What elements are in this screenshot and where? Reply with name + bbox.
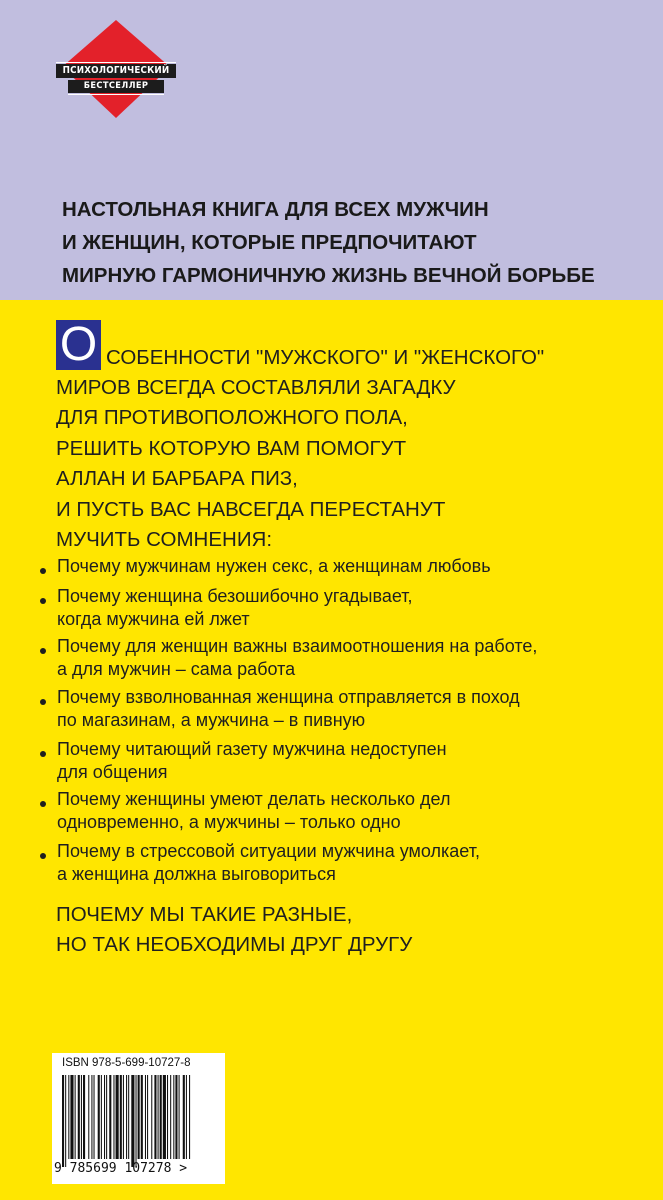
bullet-dot-icon bbox=[40, 751, 46, 757]
list-item-text: Почему женщина безошибочно угадывает, bbox=[57, 586, 413, 606]
barcode-bar bbox=[163, 1075, 166, 1159]
list-item-text: Почему читающий газету мужчина недоступен bbox=[57, 739, 447, 759]
barcode-bar bbox=[170, 1075, 171, 1159]
logo-line2: БЕСТСЕЛЛЕР bbox=[83, 81, 149, 91]
list-item-text: Почему в стрессовой ситуации мужчина умолкает, bbox=[57, 841, 480, 861]
intro-line: МИРОВ ВСЕГДА СОСТАВЛЯЛИ ЗАГАДКУ bbox=[56, 376, 456, 399]
barcode-bar bbox=[145, 1075, 146, 1159]
barcode-bar bbox=[173, 1075, 174, 1159]
list-item-text: одновременно, а мужчины – только одно bbox=[57, 812, 401, 832]
barcode-bar bbox=[106, 1075, 107, 1159]
barcode-bar bbox=[186, 1075, 187, 1159]
list-item-text: а женщина должна выговориться bbox=[57, 864, 336, 884]
bullet-dot-icon bbox=[40, 801, 46, 807]
barcode-bar bbox=[91, 1075, 92, 1159]
bullet-dot-icon bbox=[40, 853, 46, 859]
closing-statement bbox=[56, 900, 636, 960]
bullet-dot-icon bbox=[40, 699, 46, 705]
bullet-dot-icon bbox=[40, 568, 46, 574]
intro-line: СОБЕННОСТИ "МУЖСКОГО" И "ЖЕНСКОГО" bbox=[106, 346, 545, 369]
barcode-bar bbox=[131, 1075, 134, 1167]
barcode-bar bbox=[101, 1075, 102, 1159]
bullet-dot-icon bbox=[40, 598, 46, 604]
closing-line: ПОЧЕМУ МЫ ТАКИЕ РАЗНЫЕ, bbox=[56, 903, 353, 926]
tagline-line: МИРНУЮ ГАРМОНИЧНУЮ ЖИЗНЬ ВЕЧНОЙ БОРЬБЕ bbox=[62, 264, 595, 287]
barcode-bar bbox=[179, 1075, 180, 1159]
barcode-bar bbox=[83, 1075, 85, 1159]
barcode-bar bbox=[65, 1075, 66, 1167]
barcode-bar bbox=[109, 1075, 111, 1159]
list-item-text: по магазинам, а мужчина – в пивную bbox=[57, 710, 366, 730]
barcode-bar bbox=[98, 1075, 100, 1159]
intro-line: РЕШИТЬ КОТОРУЮ ВАМ ПОМОГУТ bbox=[56, 437, 407, 460]
intro-line: И ПУСТЬ ВАС НАВСЕГДА ПЕРЕСТАНУТ bbox=[56, 498, 446, 521]
barcode-bar bbox=[68, 1075, 69, 1159]
drop-cap: О bbox=[56, 320, 101, 370]
tagline-line: И ЖЕНЩИН, КОТОРЫЕ ПРЕДПОЧИТАЮТ bbox=[62, 231, 477, 254]
closing-line: НО ТАК НЕОБХОДИМЫ ДРУГ ДРУГУ bbox=[56, 933, 413, 956]
barcode-bar bbox=[138, 1075, 140, 1159]
barcode-bar bbox=[183, 1075, 185, 1159]
logo-line1: ПСИХОЛОГИЧЕСКИЙ bbox=[62, 65, 170, 76]
list-item-text: Почему для женщин важны взаимоотношения на работе, bbox=[57, 636, 538, 656]
barcode-digits: 9 785699 107278 > bbox=[54, 1161, 188, 1176]
barcode-bar bbox=[78, 1075, 80, 1159]
barcode-bar bbox=[123, 1075, 124, 1159]
barcode-bar bbox=[136, 1075, 137, 1167]
bullet-dot-icon bbox=[40, 648, 46, 654]
barcode-bar bbox=[116, 1075, 119, 1159]
barcode-bar bbox=[120, 1075, 122, 1159]
barcode-bar bbox=[113, 1075, 114, 1159]
list-item-text: Почему мужчинам нужен секс, а женщинам любовь bbox=[57, 556, 491, 576]
barcode-bar bbox=[175, 1075, 177, 1159]
barcode-bar bbox=[126, 1075, 127, 1159]
barcode-bar bbox=[81, 1075, 82, 1159]
list-item-text: когда мужчина ей лжет bbox=[57, 609, 250, 629]
bestseller-logo bbox=[52, 20, 180, 120]
isbn-number: ISBN 978-5-699-10727-8 bbox=[62, 1057, 191, 1069]
barcode-bar bbox=[154, 1075, 156, 1159]
barcode-bar bbox=[160, 1075, 162, 1159]
barcode-bars bbox=[62, 1075, 215, 1167]
list-item-text: Почему взволнованная женщина отправляется в поход bbox=[57, 687, 520, 707]
tagline bbox=[62, 193, 652, 292]
list-item-text: Почему женщины умеют делать несколько дел bbox=[57, 789, 451, 809]
barcode-bar bbox=[62, 1075, 64, 1167]
barcode-bar bbox=[167, 1075, 168, 1159]
tagline-line: НАСТОЛЬНАЯ КНИГА ДЛЯ ВСЕХ МУЖЧИН bbox=[62, 198, 489, 221]
list-item-text: а для мужчин – сама работа bbox=[57, 659, 296, 679]
intro-line: ДЛЯ ПРОТИВОПОЛОЖНОГО ПОЛА, bbox=[56, 406, 408, 429]
barcode-bar bbox=[70, 1075, 73, 1159]
barcode-bar bbox=[147, 1075, 148, 1159]
barcode-bar bbox=[158, 1075, 159, 1159]
barcode-bar bbox=[75, 1075, 76, 1159]
barcode-bar bbox=[88, 1075, 89, 1159]
list-item-text: для общения bbox=[57, 762, 168, 782]
intro-line: АЛЛАН И БАРБАРА ПИЗ, bbox=[56, 467, 298, 490]
barcode bbox=[52, 1053, 225, 1184]
intro-line: МУЧИТЬ СОМНЕНИЯ: bbox=[56, 528, 273, 551]
barcode-bar bbox=[141, 1075, 143, 1159]
barcode-bar bbox=[94, 1075, 95, 1159]
barcode-bar bbox=[151, 1075, 152, 1159]
barcode-bar bbox=[189, 1075, 190, 1159]
barcode-bar bbox=[104, 1075, 105, 1159]
barcode-bar bbox=[128, 1075, 129, 1159]
